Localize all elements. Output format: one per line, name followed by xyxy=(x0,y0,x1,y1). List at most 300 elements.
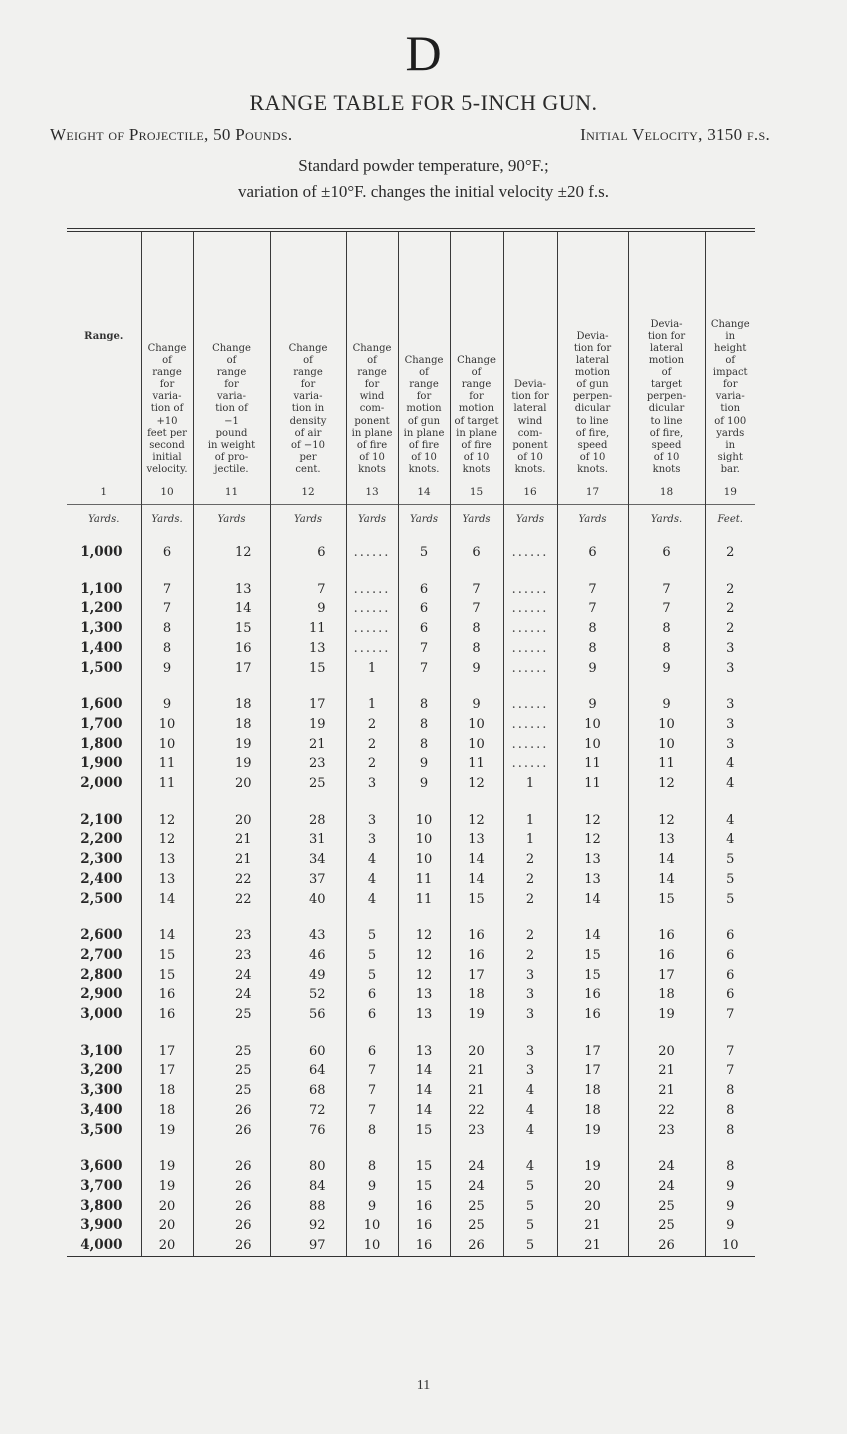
value-cell: 12 xyxy=(141,811,193,831)
value-cell: 19 xyxy=(141,1121,193,1141)
column-header-lateral-wind: Devia- tion for lateral wind com- ponent of 10 knots. xyxy=(503,232,557,480)
value-cell: 68 xyxy=(270,1081,346,1101)
value-cell: 10 xyxy=(557,735,628,755)
value-cell: 9 xyxy=(450,659,503,679)
range-cell: 1,000 xyxy=(80,544,123,560)
value-cell: 10 xyxy=(398,850,450,870)
spacer-cell xyxy=(193,678,270,695)
value-cell: 12 xyxy=(398,946,450,966)
value-cell: 9 xyxy=(705,1216,755,1236)
value-cell: 15 xyxy=(141,966,193,986)
value-cell: 2 xyxy=(346,735,398,755)
value-cell: 9 xyxy=(141,695,193,715)
value-cell: ...... xyxy=(503,659,557,679)
value-cell: 15 xyxy=(557,946,628,966)
unit-label: Yards xyxy=(193,505,270,534)
range-cell: 2,300 xyxy=(80,851,123,868)
temperature-variation-note: variation of ±10°F. changes the initial velocity ±20 f.s. xyxy=(237,182,610,201)
unit-label: Yards. xyxy=(628,505,705,534)
value-cell: 18 xyxy=(193,695,270,715)
spacer-cell xyxy=(67,678,141,695)
value-cell: 20 xyxy=(141,1236,193,1256)
value-cell: 37 xyxy=(270,870,346,890)
value-cell: 20 xyxy=(141,1216,193,1236)
value-cell: 16 xyxy=(141,1005,193,1025)
unit-label: Yards xyxy=(450,505,503,534)
spacer-cell xyxy=(503,1140,557,1157)
value-cell: 7 xyxy=(270,580,346,600)
group-spacer xyxy=(67,533,755,543)
value-cell: 17 xyxy=(557,1061,628,1081)
value-cell: ...... xyxy=(503,543,557,563)
value-cell: 88 xyxy=(270,1197,346,1217)
column-number: 14 xyxy=(398,480,450,505)
value-cell: ...... xyxy=(503,639,557,659)
value-cell: 5 xyxy=(705,850,755,870)
spacer-cell xyxy=(67,563,141,580)
value-cell: 18 xyxy=(141,1081,193,1101)
value-cell: 9 xyxy=(557,659,628,679)
value-cell: 12 xyxy=(628,774,705,794)
spacer-cell xyxy=(193,563,270,580)
spacer-cell xyxy=(141,1025,193,1042)
value-cell: 6 xyxy=(346,985,398,1005)
range-cell: 1,100 xyxy=(80,580,123,597)
value-cell: 11 xyxy=(141,754,193,774)
value-cell: 20 xyxy=(141,1197,193,1217)
value-cell: 8 xyxy=(398,715,450,735)
value-cell: 6 xyxy=(705,946,755,966)
table-row xyxy=(67,619,755,639)
table-row xyxy=(67,890,755,910)
table-row xyxy=(67,946,755,966)
value-cell: 3 xyxy=(503,1061,557,1081)
value-cell: 21 xyxy=(193,850,270,870)
value-cell: 11 xyxy=(270,619,346,639)
table-row xyxy=(67,735,755,755)
table-row xyxy=(67,754,755,774)
column-header-range: Range. xyxy=(84,330,124,342)
spacer-cell xyxy=(628,563,705,580)
spacer-cell xyxy=(193,533,270,543)
value-cell: 19 xyxy=(141,1157,193,1177)
value-cell: 16 xyxy=(450,946,503,966)
spacer-cell xyxy=(557,1025,628,1042)
group-spacer xyxy=(67,678,755,695)
value-cell: 2 xyxy=(705,580,755,600)
spacer-cell xyxy=(450,1140,503,1157)
value-cell: 2 xyxy=(346,754,398,774)
value-cell: 28 xyxy=(270,811,346,831)
table-bottom-rule xyxy=(67,1256,755,1257)
column-number: 12 xyxy=(270,480,346,505)
value-cell: 13 xyxy=(628,830,705,850)
range-cell: 2,400 xyxy=(80,870,123,887)
value-cell: 2 xyxy=(503,850,557,870)
range-cell: 1,800 xyxy=(80,735,123,752)
value-cell: 23 xyxy=(193,946,270,966)
value-cell: 14 xyxy=(450,870,503,890)
value-cell: 23 xyxy=(628,1121,705,1141)
range-cell: 1,700 xyxy=(80,715,123,732)
value-cell: 12 xyxy=(398,926,450,946)
value-cell: 2 xyxy=(503,946,557,966)
value-cell: 18 xyxy=(557,1101,628,1121)
value-cell: 17 xyxy=(193,659,270,679)
value-cell: 22 xyxy=(193,890,270,910)
value-cell: 17 xyxy=(141,1061,193,1081)
column-header-air-density: Change of range for varia- tion in density of air of −10 per cent. xyxy=(270,232,346,480)
unit-label: Yards. xyxy=(67,505,141,534)
value-cell: 18 xyxy=(628,985,705,1005)
value-cell: 14 xyxy=(398,1081,450,1101)
spacer-cell xyxy=(67,909,141,926)
table-row xyxy=(67,1101,755,1121)
value-cell: 6 xyxy=(705,985,755,1005)
column-header-lateral-target-motion: Devia- tion for lateral motion of target perpen- dicular to line of fire, speed of 10 knots xyxy=(628,232,705,480)
value-cell: 7 xyxy=(705,1005,755,1025)
value-cell: 15 xyxy=(628,890,705,910)
column-number: 15 xyxy=(450,480,503,505)
value-cell: 20 xyxy=(557,1177,628,1197)
spacer-cell xyxy=(141,533,193,543)
spacer-cell xyxy=(628,909,705,926)
spacer-cell xyxy=(557,909,628,926)
range-cell: 2,100 xyxy=(80,811,123,828)
spacer-cell xyxy=(270,678,346,695)
range-cell: 1,200 xyxy=(80,600,123,617)
column-header-height-change: Change in height of impact for varia- tion of 100 yards in sight bar. xyxy=(705,232,755,480)
table-row xyxy=(67,639,755,659)
value-cell: 1 xyxy=(346,695,398,715)
value-cell: 11 xyxy=(628,754,705,774)
range-cell: 2,200 xyxy=(80,831,123,848)
value-cell: 4 xyxy=(346,850,398,870)
value-cell: 24 xyxy=(193,985,270,1005)
value-cell: 10 xyxy=(705,1236,755,1256)
value-cell: 4 xyxy=(503,1081,557,1101)
spacer-cell xyxy=(705,678,755,695)
range-cell: 3,100 xyxy=(80,1042,123,1059)
value-cell: 40 xyxy=(270,890,346,910)
projectile-weight-subtitle: Weight of Projectile, 50 Pounds. xyxy=(50,125,293,144)
spacer-cell xyxy=(141,678,193,695)
range-table-grid xyxy=(67,232,755,1256)
spacer-cell xyxy=(628,794,705,811)
value-cell: 17 xyxy=(270,695,346,715)
spacer-cell xyxy=(450,794,503,811)
unit-label: Yards. xyxy=(141,505,193,534)
value-cell: 10 xyxy=(346,1236,398,1256)
column-number: 11 xyxy=(193,480,270,505)
spacer-cell xyxy=(503,533,557,543)
table-row xyxy=(67,870,755,890)
spacer-cell xyxy=(193,1025,270,1042)
spacer-cell xyxy=(503,563,557,580)
value-cell: 17 xyxy=(450,966,503,986)
spacer-cell xyxy=(450,678,503,695)
value-cell: 18 xyxy=(557,1081,628,1101)
range-table xyxy=(67,228,755,1257)
value-cell: 9 xyxy=(705,1197,755,1217)
value-cell: 2 xyxy=(346,715,398,735)
powder-temperature-note: Standard powder temperature, 90°F.; xyxy=(298,156,549,175)
value-cell: 26 xyxy=(628,1236,705,1256)
value-cell: 6 xyxy=(398,580,450,600)
value-cell: 9 xyxy=(141,659,193,679)
range-cell: 3,000 xyxy=(80,1006,123,1023)
value-cell: 10 xyxy=(346,1216,398,1236)
value-cell: 25 xyxy=(193,1061,270,1081)
spacer-cell xyxy=(346,909,398,926)
value-cell: 14 xyxy=(450,850,503,870)
value-cell: 9 xyxy=(398,774,450,794)
value-cell: 14 xyxy=(557,890,628,910)
spacer-cell xyxy=(450,533,503,543)
value-cell: ...... xyxy=(503,735,557,755)
value-cell: 23 xyxy=(193,926,270,946)
range-cell: 3,600 xyxy=(80,1158,123,1175)
value-cell: 13 xyxy=(141,850,193,870)
value-cell: 19 xyxy=(557,1121,628,1141)
value-cell: 25 xyxy=(450,1197,503,1217)
spacer-cell xyxy=(628,1025,705,1042)
value-cell: 3 xyxy=(705,735,755,755)
value-cell: 4 xyxy=(503,1101,557,1121)
spacer-cell xyxy=(346,533,398,543)
spacer-cell xyxy=(628,1140,705,1157)
value-cell: ...... xyxy=(346,599,398,619)
value-cell: 10 xyxy=(141,735,193,755)
value-cell: 4 xyxy=(503,1157,557,1177)
spacer-cell xyxy=(398,1140,450,1157)
value-cell: 5 xyxy=(705,890,755,910)
column-header-velocity: Change of range for varia- tion of +10 feet per second initial velocity. xyxy=(141,232,193,480)
value-cell: 76 xyxy=(270,1121,346,1141)
value-cell: 2 xyxy=(503,890,557,910)
value-cell: 7 xyxy=(398,659,450,679)
value-cell: 8 xyxy=(557,639,628,659)
column-number: 16 xyxy=(503,480,557,505)
value-cell: 8 xyxy=(628,639,705,659)
value-cell: 3 xyxy=(503,966,557,986)
value-cell: 16 xyxy=(557,1005,628,1025)
table-row xyxy=(67,695,755,715)
value-cell: 12 xyxy=(628,811,705,831)
value-cell: 8 xyxy=(450,639,503,659)
value-cell: 4 xyxy=(705,830,755,850)
spacer-cell xyxy=(705,909,755,926)
spacer-cell xyxy=(705,1025,755,1042)
value-cell: 4 xyxy=(705,811,755,831)
range-cell: 3,700 xyxy=(80,1177,123,1194)
unit-label: Yards xyxy=(557,505,628,534)
value-cell: 20 xyxy=(628,1042,705,1062)
value-cell: 16 xyxy=(398,1236,450,1256)
value-cell: 6 xyxy=(450,543,503,563)
value-cell: 3 xyxy=(503,985,557,1005)
value-cell: 5 xyxy=(346,966,398,986)
range-cell: 3,300 xyxy=(80,1082,123,1099)
value-cell: 24 xyxy=(628,1177,705,1197)
range-cell: 1,600 xyxy=(80,696,123,713)
value-cell: 4 xyxy=(705,754,755,774)
spacer-cell xyxy=(398,909,450,926)
table-row xyxy=(67,543,755,563)
value-cell: 5 xyxy=(346,926,398,946)
value-cell: ...... xyxy=(503,619,557,639)
range-cell: 3,900 xyxy=(80,1217,123,1234)
table-row xyxy=(67,1121,755,1141)
spacer-cell xyxy=(557,1140,628,1157)
value-cell: 5 xyxy=(503,1216,557,1236)
spacer-cell xyxy=(705,533,755,543)
page-title: RANGE TABLE FOR 5-INCH GUN. xyxy=(249,90,598,115)
spacer-cell xyxy=(398,533,450,543)
value-cell: 64 xyxy=(270,1061,346,1081)
value-cell: 7 xyxy=(450,599,503,619)
range-cell: 2,500 xyxy=(80,890,123,907)
value-cell: 16 xyxy=(450,926,503,946)
value-cell: 9 xyxy=(346,1197,398,1217)
value-cell: 17 xyxy=(557,1042,628,1062)
value-cell: 1 xyxy=(503,830,557,850)
column-header-target-motion-plane: Change of range for motion of target in plane of fire of 10 knots xyxy=(450,232,503,480)
value-cell: 21 xyxy=(628,1061,705,1081)
value-cell: 25 xyxy=(628,1216,705,1236)
value-cell: 3 xyxy=(705,639,755,659)
value-cell: 10 xyxy=(450,735,503,755)
value-cell: 19 xyxy=(193,754,270,774)
column-number: 18 xyxy=(628,480,705,505)
range-cell: 2,700 xyxy=(80,946,123,963)
spacer-cell xyxy=(141,1140,193,1157)
value-cell: 8 xyxy=(628,619,705,639)
unit-label: Yards xyxy=(346,505,398,534)
value-cell: 7 xyxy=(346,1101,398,1121)
value-cell: 14 xyxy=(398,1101,450,1121)
spacer-cell xyxy=(503,794,557,811)
value-cell: 15 xyxy=(141,946,193,966)
value-cell: 2 xyxy=(705,543,755,563)
value-cell: 8 xyxy=(705,1081,755,1101)
spacer-cell xyxy=(628,678,705,695)
value-cell: 24 xyxy=(628,1157,705,1177)
value-cell: 7 xyxy=(398,639,450,659)
value-cell: 26 xyxy=(193,1177,270,1197)
spacer-cell xyxy=(398,678,450,695)
value-cell: 2 xyxy=(503,926,557,946)
value-cell: 43 xyxy=(270,926,346,946)
column-number: 13 xyxy=(346,480,398,505)
value-cell: 20 xyxy=(193,811,270,831)
value-cell: 6 xyxy=(628,543,705,563)
value-cell: 11 xyxy=(557,774,628,794)
table-row xyxy=(67,830,755,850)
value-cell: 8 xyxy=(398,735,450,755)
value-cell: 9 xyxy=(450,695,503,715)
value-cell: 14 xyxy=(141,890,193,910)
value-cell: 11 xyxy=(398,890,450,910)
value-cell: 1 xyxy=(346,659,398,679)
value-cell: 31 xyxy=(270,830,346,850)
value-cell: 25 xyxy=(193,1081,270,1101)
value-cell: 7 xyxy=(450,580,503,600)
value-cell: 7 xyxy=(628,599,705,619)
spacer-cell xyxy=(346,794,398,811)
value-cell: 8 xyxy=(141,619,193,639)
value-cell: 8 xyxy=(450,619,503,639)
value-cell: 9 xyxy=(628,659,705,679)
value-cell: 15 xyxy=(450,890,503,910)
value-cell: 10 xyxy=(398,830,450,850)
spacer-cell xyxy=(67,1025,141,1042)
spacer-cell xyxy=(628,533,705,543)
value-cell: 7 xyxy=(705,1061,755,1081)
spacer-cell xyxy=(141,794,193,811)
group-spacer xyxy=(67,563,755,580)
value-cell: 7 xyxy=(557,580,628,600)
value-cell: 22 xyxy=(628,1101,705,1121)
spacer-cell xyxy=(346,1140,398,1157)
value-cell: 5 xyxy=(503,1197,557,1217)
table-row xyxy=(67,1157,755,1177)
value-cell: 16 xyxy=(628,926,705,946)
range-cell: 2,900 xyxy=(80,986,123,1003)
column-header-gun-motion-plane: Change of range for motion of gun in plane of fire of 10 knots. xyxy=(398,232,450,480)
unit-label: Feet. xyxy=(705,505,755,534)
value-cell: 12 xyxy=(141,830,193,850)
value-cell: 21 xyxy=(193,830,270,850)
table-row xyxy=(67,850,755,870)
table-row xyxy=(67,1081,755,1101)
value-cell: 6 xyxy=(705,926,755,946)
value-cell: 7 xyxy=(141,599,193,619)
value-cell: 9 xyxy=(705,1177,755,1197)
spacer-cell xyxy=(557,563,628,580)
table-row xyxy=(67,659,755,679)
value-cell: 19 xyxy=(193,735,270,755)
value-cell: 13 xyxy=(141,870,193,890)
value-cell: 16 xyxy=(141,985,193,1005)
value-cell: 46 xyxy=(270,946,346,966)
value-cell: 8 xyxy=(398,695,450,715)
value-cell: 7 xyxy=(141,580,193,600)
value-cell: 10 xyxy=(450,715,503,735)
value-cell: 25 xyxy=(193,1042,270,1062)
value-cell: 15 xyxy=(557,966,628,986)
value-cell: 15 xyxy=(398,1177,450,1197)
value-cell: 22 xyxy=(193,870,270,890)
value-cell: 92 xyxy=(270,1216,346,1236)
value-cell: 1 xyxy=(503,774,557,794)
value-cell: 12 xyxy=(450,774,503,794)
spacer-cell xyxy=(705,563,755,580)
value-cell: 21 xyxy=(450,1061,503,1081)
column-number: 10 xyxy=(141,480,193,505)
spacer-cell xyxy=(557,678,628,695)
value-cell: 19 xyxy=(450,1005,503,1025)
table-row xyxy=(67,926,755,946)
value-cell: 13 xyxy=(450,830,503,850)
spacer-cell xyxy=(450,909,503,926)
value-cell: 21 xyxy=(557,1216,628,1236)
value-cell: 2 xyxy=(705,619,755,639)
spacer-cell xyxy=(270,794,346,811)
value-cell: 18 xyxy=(141,1101,193,1121)
value-cell: 10 xyxy=(557,715,628,735)
value-cell: 4 xyxy=(503,1121,557,1141)
